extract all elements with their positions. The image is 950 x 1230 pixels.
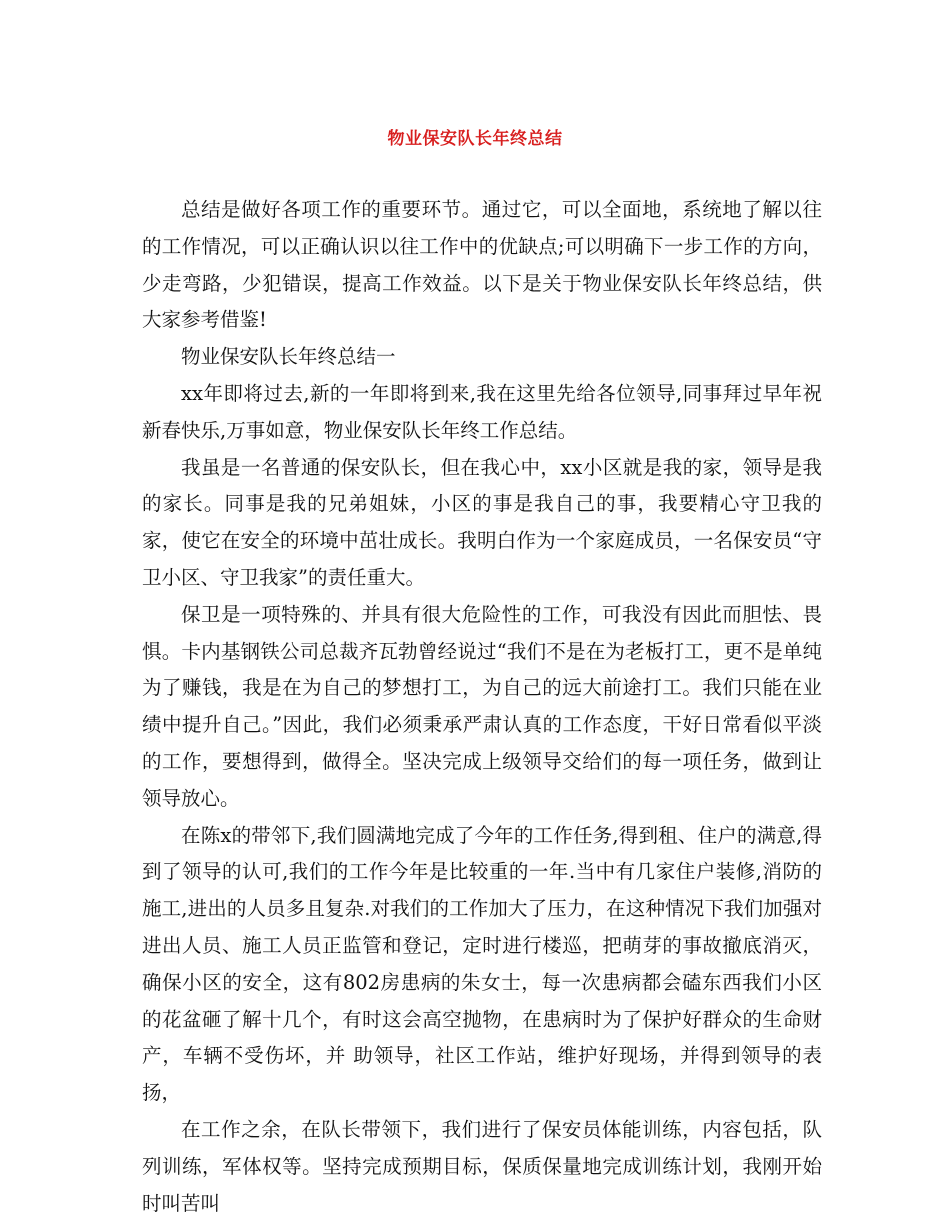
document-title: 物业保安队长年终总结: [387, 129, 563, 149]
paragraph: 保卫是一项特殊的、并具有很大危险性的工作，可我没有因此而胆怯、畏惧。卡内基钢铁公司总裁齐瓦勃曾经说过“我们不是在为老板打工，更不是单纯为了赚钱，我是在为自己的梦想打工，为自己的远大前途打工。我们只能在业绩中提升自己。”因此，我们必须秉承严肃认真的工作态度，干好日常看似平淡的工作，要想得到，做得全。坚决完成上级领导交给们的每一项任务，做到让领导放心。: [142, 602, 822, 810]
section-heading: 物业保安队长年终总结一: [181, 345, 396, 369]
paragraph: 我虽是一名普通的保安队长，但在我心中，xx小区就是我的家，领导是我的家长。同事是我的兄弟姐妹，小区的事是我自己的事，我要精心守卫我的家，使它在安全的环境中茁壮成长。我明白作为一个家庭成员，一名保安员“守卫小区、守卫我家”的责任重大。: [142, 455, 822, 589]
paragraph: 在工作之余，在队长带领下，我们进行了保安员体能训练，内容包括，队列训练，军体权等。坚持完成预期目标，保质保量地完成训练计划，我刚开始时叫苦叫: [142, 1117, 822, 1215]
document-body: [142, 192, 822, 1222]
paragraph-intro: 总结是做好各项工作的重要环节。通过它，可以全面地，系统地了解以往的工作情况，可以正确认识以往工作中的优缺点;可以明确下一步工作的方向，少走弯路，少犯错误，提高工作效益。以下是关于物业保安队长年终总结，供大家参考借鉴!: [142, 198, 822, 332]
paragraph: xx年即将过去,新的一年即将到来,我在这里先给各位领导,同事拜过早年祝新春快乐,万事如意，物业保安队长年终工作总结。: [142, 381, 822, 442]
paragraph: 在陈x的带邻下,我们圆满地完成了今年的工作任务,得到租、住户的满意,得到了领导的认可,我们的工作今年是比较重的一年.当中有几家住户装修,消防的施工,进出的人员多且复杂.对我们的工作加大了压力，在这种情况下我们加强对进出人员、施工人员正监管和登记，定时进行楼巡，把萌芽的事故撤底消灭，确保小区的安全，这有802房患病的朱女士，每一次患病都会磕东西我们小区的花盆砸了解十几个，有时这会高空抛物，在患病时为了保护好群众的生命财产，车辆不受伤坏，并 助领导，社区工作站，维护好现场，并得到领导的表扬，: [142, 823, 822, 1105]
